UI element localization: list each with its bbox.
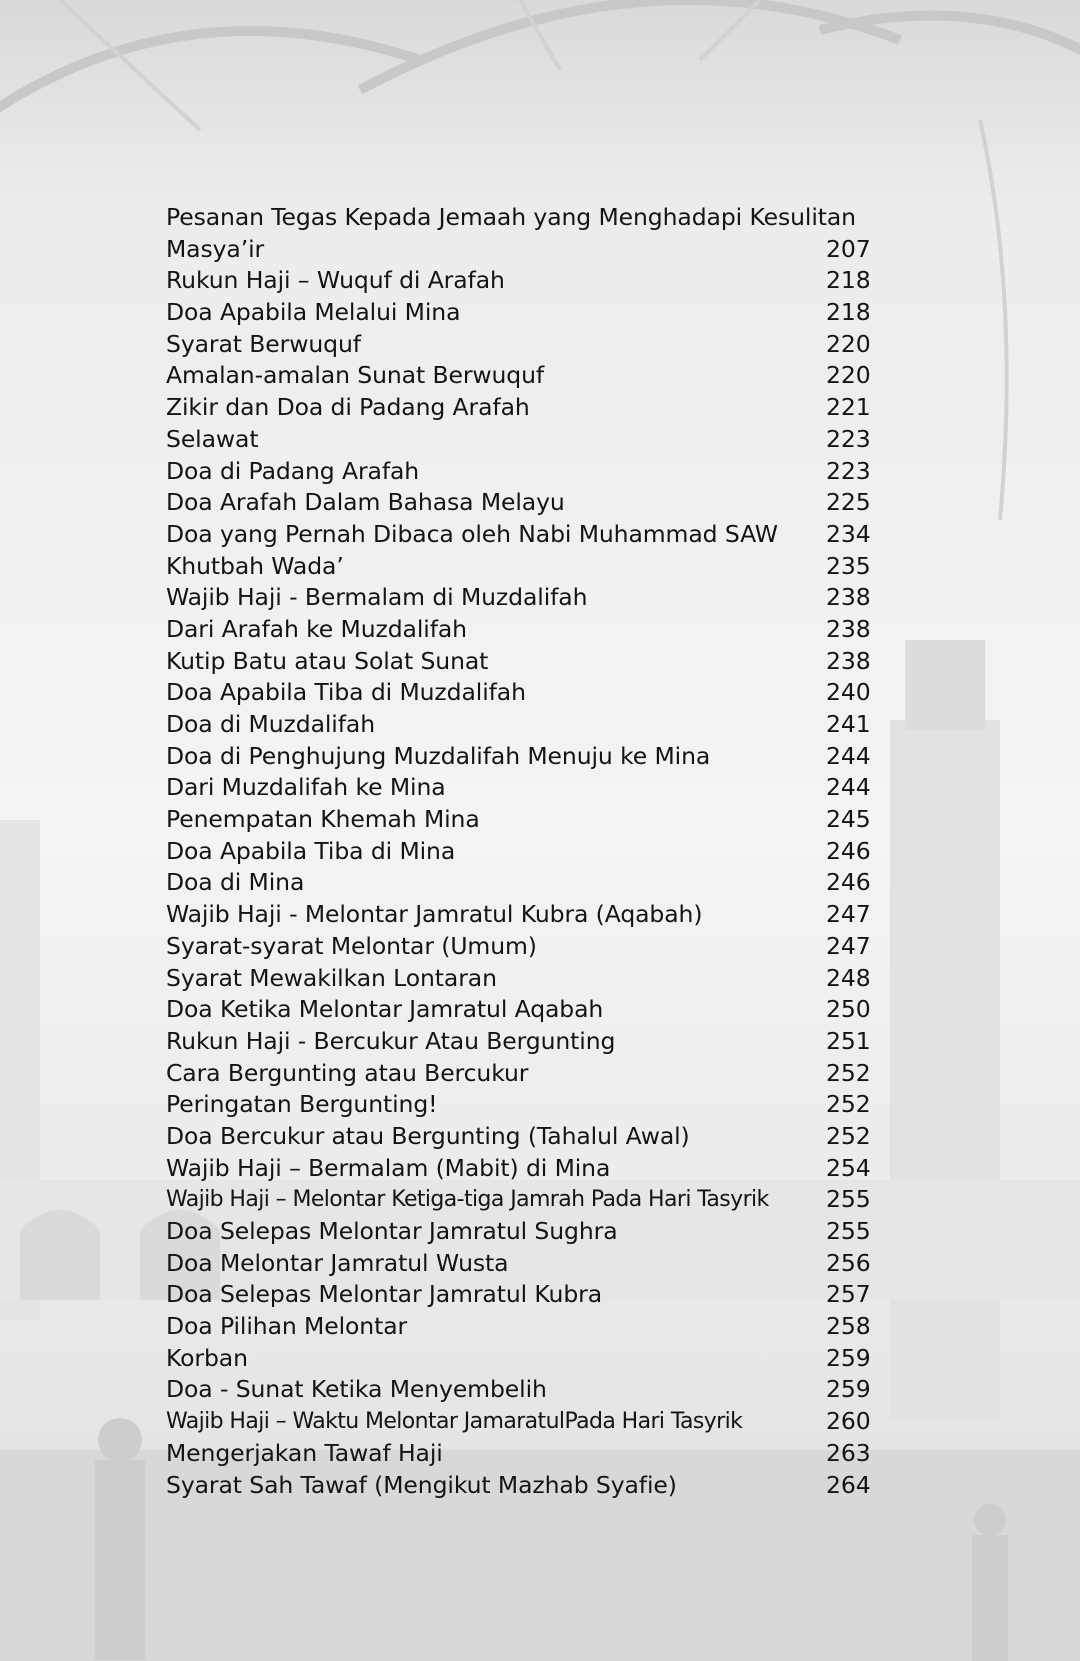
toc-entry-title: Doa di Mina bbox=[166, 868, 305, 897]
toc-entry-page: 241 bbox=[826, 710, 871, 738]
toc-entry[interactable] bbox=[166, 329, 876, 361]
toc-entry-title: Syarat Mewakilkan Lontaran bbox=[166, 963, 497, 992]
toc-entry-title: Wajib Haji - Melontar Jamratul Kubra (Aqabah) bbox=[166, 900, 703, 929]
toc-entry-page: 244 bbox=[826, 741, 871, 770]
toc-entry-page: 251 bbox=[826, 1026, 871, 1055]
toc-entry-title: Doa Bercukur atau Bergunting (Tahalul Awal) bbox=[166, 1121, 690, 1150]
toc-entry-page: 254 bbox=[826, 1153, 871, 1182]
toc-entry-page: 223 bbox=[826, 424, 871, 453]
toc-entry-title: Doa di Padang Arafah bbox=[166, 456, 420, 485]
toc-entry[interactable] bbox=[166, 1248, 876, 1280]
toc-entry-page: 225 bbox=[826, 488, 871, 517]
toc-entry-title: Doa Ketika Melontar Jamratul Aqabah bbox=[166, 995, 604, 1024]
toc-entry-title: Dari Muzdalifah ke Mina bbox=[166, 773, 446, 802]
toc-entry-title: Doa Apabila Tiba di Mina bbox=[166, 836, 456, 865]
toc-entry-page: 235 bbox=[826, 551, 871, 580]
toc-entry-page: 260 bbox=[826, 1407, 871, 1436]
toc-entry-title: Doa Melontar Jamratul Wusta bbox=[166, 1248, 509, 1277]
toc-entry[interactable] bbox=[166, 582, 876, 614]
toc-entry-title: Doa - Sunat Ketika Menyembelih bbox=[166, 1375, 547, 1404]
toc-entry[interactable] bbox=[166, 551, 876, 583]
toc-entry-title: Korban bbox=[166, 1343, 248, 1372]
toc-entry-page: 259 bbox=[826, 1343, 871, 1372]
toc-entry-page: 218 bbox=[826, 298, 871, 327]
toc-entry-title: Doa di Muzdalifah bbox=[166, 710, 376, 738]
toc-entry[interactable] bbox=[166, 709, 876, 741]
toc-entry-title: Selawat bbox=[166, 424, 259, 453]
toc-entry[interactable] bbox=[166, 1153, 876, 1185]
toc-entry[interactable] bbox=[166, 994, 876, 1026]
toc-entry-page: 238 bbox=[826, 614, 871, 643]
toc-entry-title: Rukun Haji - Bercukur Atau Bergunting bbox=[166, 1026, 616, 1055]
toc-entry[interactable] bbox=[166, 931, 876, 963]
toc-entry[interactable] bbox=[166, 677, 876, 709]
toc-entry-page: 223 bbox=[826, 456, 871, 485]
toc-entry[interactable] bbox=[166, 741, 876, 773]
toc-entry-page: 250 bbox=[826, 995, 871, 1024]
toc-entry-title: Cara Bergunting atau Bercukur bbox=[166, 1058, 529, 1087]
toc-entry-page: 255 bbox=[826, 1185, 871, 1214]
toc-entry-page: 252 bbox=[826, 1121, 871, 1150]
toc-entry-title: Penempatan Khemah Mina bbox=[166, 805, 480, 834]
toc-entry[interactable] bbox=[166, 360, 876, 392]
toc-entry-title: Syarat-syarat Melontar (Umum) bbox=[166, 931, 537, 960]
toc-entry[interactable] bbox=[166, 234, 876, 266]
toc-entry[interactable] bbox=[166, 392, 876, 424]
toc-entry-page: 244 bbox=[826, 773, 871, 802]
toc-entry-title: Kutip Batu atau Solat Sunat bbox=[166, 646, 489, 675]
toc-entry[interactable] bbox=[166, 1089, 876, 1121]
toc-entry-title: Syarat Sah Tawaf (Mengikut Mazhab Syafie) bbox=[166, 1470, 677, 1499]
toc-entry[interactable] bbox=[166, 1343, 876, 1375]
toc-entry-page: 252 bbox=[826, 1090, 871, 1119]
toc-entry[interactable] bbox=[166, 1374, 876, 1406]
toc-entry[interactable] bbox=[166, 1279, 876, 1311]
toc-entry-title: Peringatan Bergunting! bbox=[166, 1090, 438, 1119]
toc-entry-page: 264 bbox=[826, 1470, 871, 1499]
toc-entry-page: 258 bbox=[826, 1312, 871, 1341]
toc-entry-page: 240 bbox=[826, 678, 871, 707]
toc-entry[interactable] bbox=[166, 899, 876, 931]
toc-entry[interactable] bbox=[166, 519, 876, 551]
toc-entry-page: 263 bbox=[826, 1438, 871, 1467]
toc-entry[interactable] bbox=[166, 1438, 876, 1470]
toc-entry-page: 245 bbox=[826, 805, 871, 834]
toc-entry-page: 246 bbox=[826, 836, 871, 865]
toc-entry-page: 221 bbox=[826, 393, 871, 422]
toc-entry[interactable] bbox=[166, 963, 876, 995]
toc-entry-title: Doa yang Pernah Dibaca oleh Nabi Muhammad SAW bbox=[166, 519, 778, 548]
toc-entry-page: 220 bbox=[826, 361, 871, 390]
toc-entry[interactable] bbox=[166, 487, 876, 519]
toc-entry-page: 246 bbox=[826, 868, 871, 897]
toc-entry[interactable] bbox=[166, 836, 876, 868]
toc-entry-title: Doa Selepas Melontar Jamratul Sughra bbox=[166, 1217, 618, 1245]
toc-entry[interactable] bbox=[166, 297, 876, 329]
toc-entry-title: Doa Apabila Melalui Mina bbox=[166, 298, 461, 327]
toc-entry-title: Wajib Haji – Bermalam (Mabit) di Mina bbox=[166, 1153, 611, 1182]
toc-entry-title: Masya’ir bbox=[166, 234, 265, 263]
toc-entry[interactable] bbox=[166, 265, 876, 297]
toc-entry[interactable] bbox=[166, 646, 876, 678]
toc-entry-page: 207 bbox=[826, 234, 871, 263]
toc-entry-title: Khutbah Wada’ bbox=[166, 551, 344, 580]
toc-entry-title: Doa di Penghujung Muzdalifah Menuju ke Mina bbox=[166, 741, 711, 770]
toc-entry-page: 256 bbox=[826, 1248, 871, 1277]
toc-entry[interactable] bbox=[166, 1026, 876, 1058]
toc-entry-title: Wajib Haji – Melontar Ketiga-tiga Jamrah Pada Hari Tasyrik bbox=[166, 1187, 769, 1213]
toc-entry-title: Pesanan Tegas Kepada Jemaah yang Menghadapi Kesulitan bbox=[166, 203, 856, 231]
toc-entry[interactable] bbox=[166, 1121, 876, 1153]
toc-entry-title: Amalan-amalan Sunat Berwuquf bbox=[166, 361, 545, 390]
toc-entry-page: 238 bbox=[826, 583, 871, 612]
toc-entry[interactable] bbox=[166, 1406, 876, 1438]
toc-entry-page: 255 bbox=[826, 1217, 871, 1245]
toc-entry-page: 220 bbox=[826, 329, 871, 358]
toc-entry[interactable] bbox=[166, 804, 876, 836]
toc-entry[interactable] bbox=[166, 1184, 876, 1216]
toc-entry-page: 257 bbox=[826, 1280, 871, 1309]
toc-entry-title: Doa Apabila Tiba di Muzdalifah bbox=[166, 678, 526, 707]
toc-entry[interactable] bbox=[166, 1216, 876, 1248]
toc-entry-title: Doa Arafah Dalam Bahasa Melayu bbox=[166, 488, 565, 517]
toc-entry[interactable] bbox=[166, 1470, 876, 1502]
toc-entry-title: Mengerjakan Tawaf Haji bbox=[166, 1438, 443, 1467]
toc-entry-title: Wajib Haji – Waktu Melontar JamaratulPada Hari Tasyrik bbox=[166, 1409, 743, 1435]
toc-entry-page: 259 bbox=[826, 1375, 871, 1404]
toc-entry[interactable] bbox=[166, 772, 876, 804]
toc-entry-title: Zikir dan Doa di Padang Arafah bbox=[166, 393, 530, 422]
toc-entry-title: Dari Arafah ke Muzdalifah bbox=[166, 614, 467, 643]
toc-entry[interactable] bbox=[166, 1058, 876, 1090]
toc-entry-page: 238 bbox=[826, 646, 871, 675]
toc-entry-page: 234 bbox=[826, 519, 871, 548]
toc-entry-page: 248 bbox=[826, 963, 871, 992]
toc-entry[interactable] bbox=[166, 867, 876, 899]
toc-entry-title: Syarat Berwuquf bbox=[166, 329, 361, 358]
toc-entry-title: Doa Pilihan Melontar bbox=[166, 1312, 408, 1341]
toc-entry-title: Rukun Haji – Wuquf di Arafah bbox=[166, 266, 505, 295]
toc-entry[interactable] bbox=[166, 202, 876, 234]
table-of-contents bbox=[166, 202, 876, 1501]
toc-entry-page: 247 bbox=[826, 931, 871, 960]
toc-entry-page: 218 bbox=[826, 266, 871, 295]
toc-entry-page: 247 bbox=[826, 900, 871, 929]
toc-entry-page: 252 bbox=[826, 1058, 871, 1087]
toc-entry[interactable] bbox=[166, 614, 876, 646]
toc-entry[interactable] bbox=[166, 1311, 876, 1343]
toc-entry[interactable] bbox=[166, 456, 876, 488]
toc-entry-title: Doa Selepas Melontar Jamratul Kubra bbox=[166, 1280, 603, 1309]
toc-entry-title: Wajib Haji - Bermalam di Muzdalifah bbox=[166, 583, 588, 612]
toc-entry[interactable] bbox=[166, 424, 876, 456]
